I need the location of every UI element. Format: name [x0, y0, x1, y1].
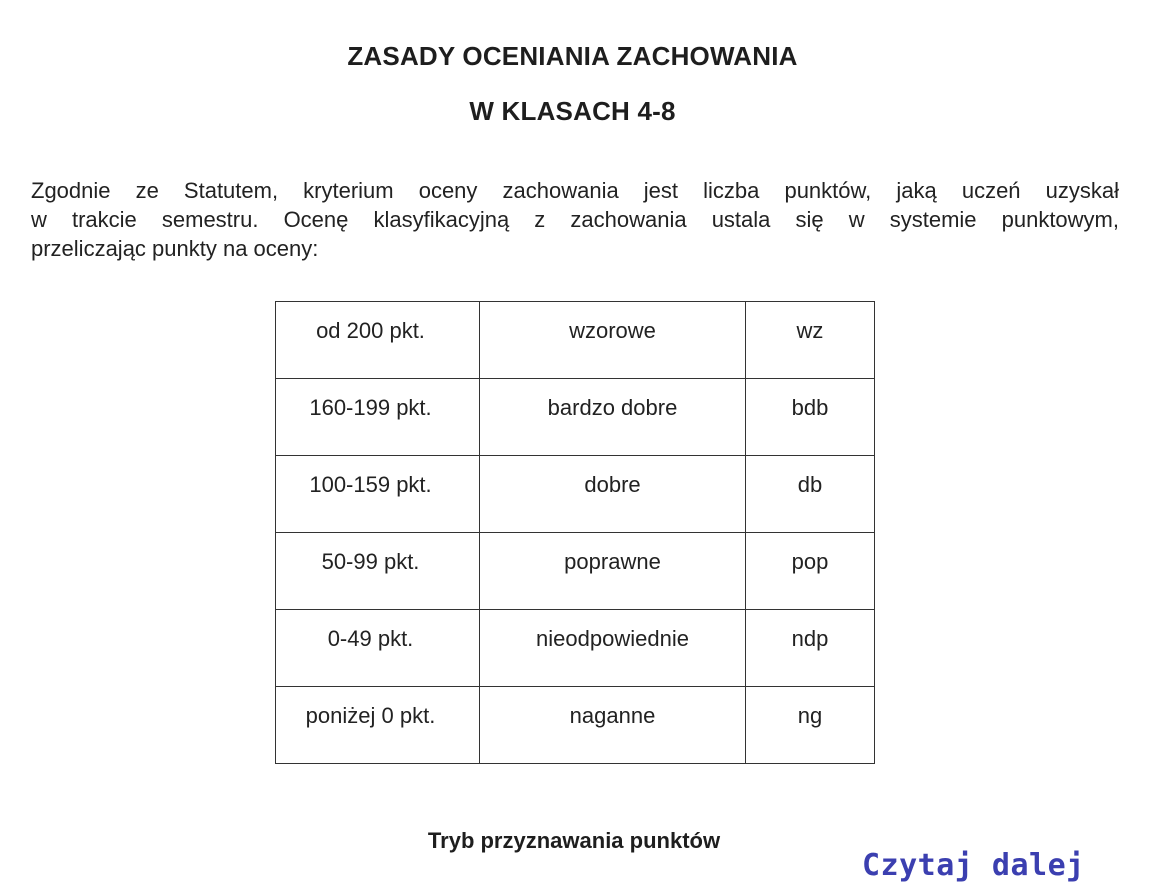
grade-cell: dobre	[480, 456, 746, 533]
table-row	[276, 379, 875, 456]
intro-line: Zgodnie ze Statutem, kryterium oceny zachowania jest liczba punktów, jaką uczeń uzyskał	[31, 178, 1119, 203]
grade-cell: naganne	[480, 687, 746, 764]
points-cell: 0-49 pkt.	[276, 610, 480, 687]
table-row	[276, 533, 875, 610]
read-more-link[interactable]: Czytaj dalej	[862, 848, 1085, 883]
page-title: ZASADY OCENIANIA ZACHOWANIA	[347, 41, 798, 71]
grade-cell: bardzo dobre	[480, 379, 746, 456]
grade-cell: wzorowe	[480, 302, 746, 379]
abbr-cell: wz	[746, 302, 875, 379]
table-row	[276, 687, 875, 764]
grade-cell: nieodpowiednie	[480, 610, 746, 687]
intro-line: w trakcie semestru. Ocenę klasyfikacyjną z zachowania ustala się w systemie punktowym,	[31, 207, 1119, 232]
abbr-cell: pop	[746, 533, 875, 610]
points-cell: 160-199 pkt.	[276, 379, 480, 456]
abbr-cell: ndp	[746, 610, 875, 687]
points-cell: 100-159 pkt.	[276, 456, 480, 533]
abbr-cell: db	[746, 456, 875, 533]
points-cell: od 200 pkt.	[276, 302, 480, 379]
section-heading: Tryb przyznawania punktów	[427, 828, 721, 853]
intro-paragraph	[31, 176, 1119, 263]
abbr-cell: ng	[746, 687, 875, 764]
grades-table	[275, 301, 875, 764]
intro-line: przeliczając punkty na oceny:	[31, 236, 319, 261]
table-row	[276, 610, 875, 687]
abbr-cell: bdb	[746, 379, 875, 456]
table-row	[276, 302, 875, 379]
page-subtitle: W KLASACH 4-8	[469, 96, 676, 126]
points-cell: poniżej 0 pkt.	[276, 687, 480, 764]
points-cell: 50-99 pkt.	[276, 533, 480, 610]
table-row	[276, 456, 875, 533]
grade-cell: poprawne	[480, 533, 746, 610]
